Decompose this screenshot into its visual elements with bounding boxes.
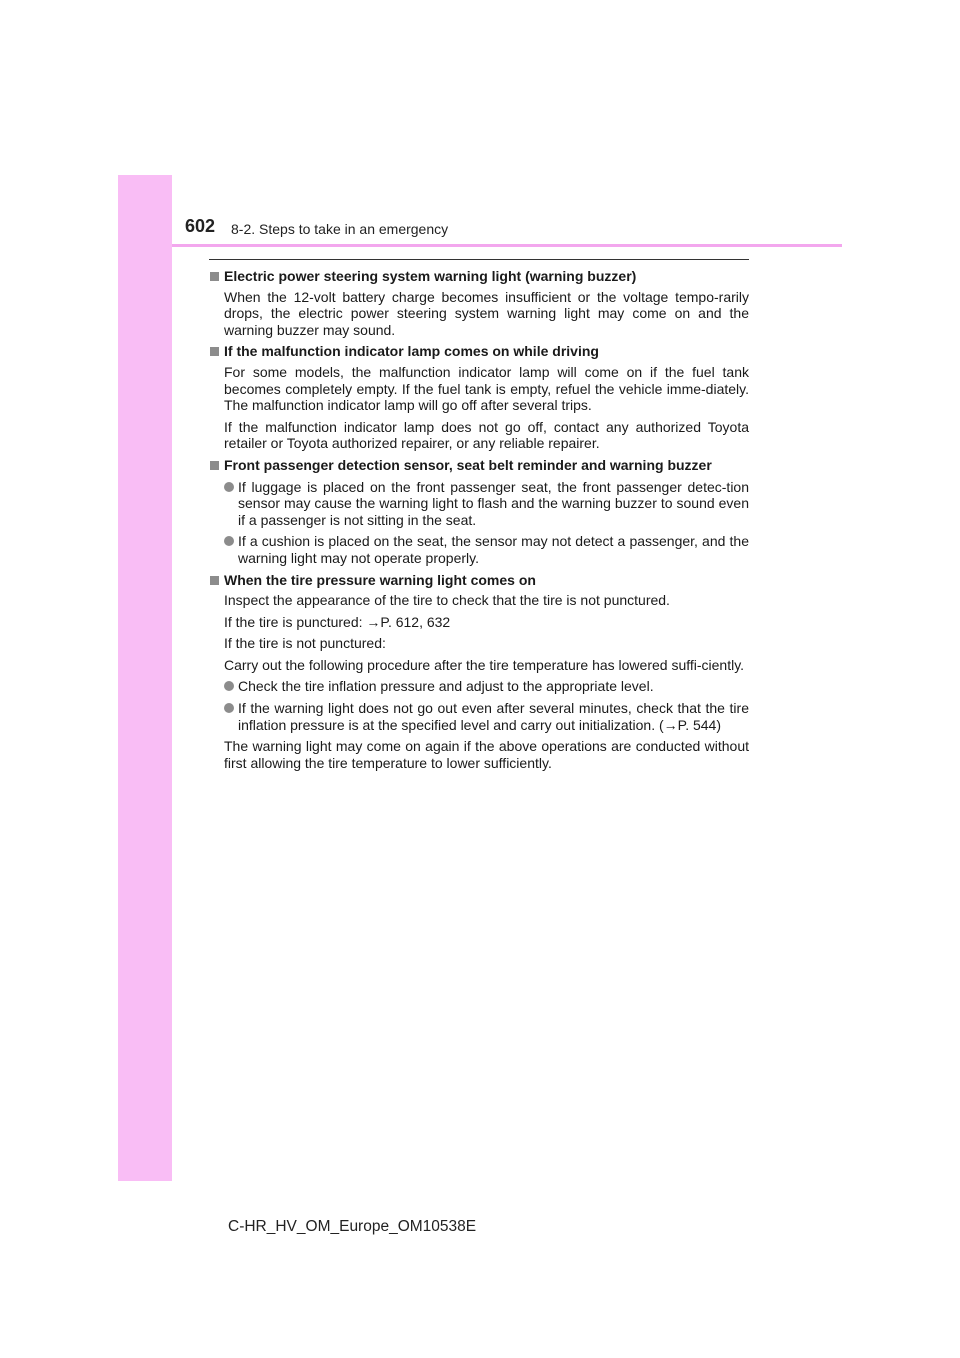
paragraph: If the tire is not punctured: — [224, 635, 386, 652]
heading-text: When the tire pressure warning light comes on — [224, 571, 536, 588]
page-content — [209, 268, 749, 771]
paragraph: For some models, the malfunction indicator lamp will come on if the fuel tank becomes completely empty. If the fuel tank is empty, refuel the vehicle imme-diately. The malfunction indicator lamp will go off after several trips. — [224, 363, 749, 414]
paragraph: If the tire is punctured: →P. 612, 632 — [224, 613, 451, 630]
page-number: 602 — [185, 216, 216, 236]
circle-bullet-icon — [224, 681, 234, 691]
section-heading — [209, 457, 749, 474]
bullet-text: If luggage is placed on the front passenger seat, the front passenger detec-tion sensor may cause the warning light to flash and the warning buzzer to sound even if a passenger is not sitting in the seat. — [238, 478, 749, 528]
bullet-item — [209, 533, 749, 566]
circle-bullet-icon — [224, 482, 234, 492]
square-bullet-icon — [210, 272, 219, 281]
section-heading — [209, 343, 749, 360]
circle-bullet-icon — [224, 536, 234, 546]
square-bullet-icon — [210, 347, 219, 356]
heading-text: Electric power steering system warning light (warning buzzer) — [224, 268, 637, 284]
content-divider — [209, 259, 749, 260]
bullet-text: Check the tire inflation pressure and adjust to the appropriate level. — [238, 678, 654, 695]
paragraph: If the malfunction indicator lamp does not go off, contact any authorized Toyota retailer or Toyota authorized repairer, or any reliable repairer. — [224, 418, 749, 452]
paragraph: The warning light may come on again if the above operations are conducted without first allowing the tire temperature to lower sufficiently. — [224, 738, 749, 771]
section-heading — [209, 268, 749, 285]
section-title: 8-2. Steps to take in an emergency — [231, 221, 449, 237]
square-bullet-icon — [210, 576, 219, 585]
paragraph: When the 12-volt battery charge becomes insufficient or the voltage tempo-rarily drops, the electric power steering system warning light may come on and the warning buzzer may sound. — [224, 288, 749, 338]
section-heading — [209, 572, 749, 589]
document-footer-code: C-HR_HV_OM_Europe_OM10538E — [228, 1218, 477, 1235]
bullet-text: If a cushion is placed on the seat, the sensor may not detect a passenger, and the warning light may not operate properly. — [238, 533, 749, 566]
bullet-item — [209, 678, 749, 695]
heading-text: If the malfunction indicator lamp comes on while driving — [224, 343, 599, 360]
bullet-item — [209, 479, 749, 529]
heading-text: Front passenger detection sensor, seat belt reminder and warning buzzer — [224, 456, 712, 473]
square-bullet-icon — [210, 461, 219, 470]
bullet-item — [209, 700, 749, 733]
circle-bullet-icon — [224, 703, 234, 713]
chapter-sidebar-tab — [118, 175, 172, 1181]
paragraph: Inspect the appearance of the tire to check that the tire is not punctured. — [224, 592, 670, 609]
bullet-text: If the warning light does not go out even after several minutes, check that the tire inflation pressure is at the specified level and carry out initialization. (→P. 544) — [238, 700, 749, 733]
paragraph: Carry out the following procedure after the tire temperature has lowered suffi-ciently. — [224, 656, 745, 673]
header-divider — [172, 244, 842, 247]
